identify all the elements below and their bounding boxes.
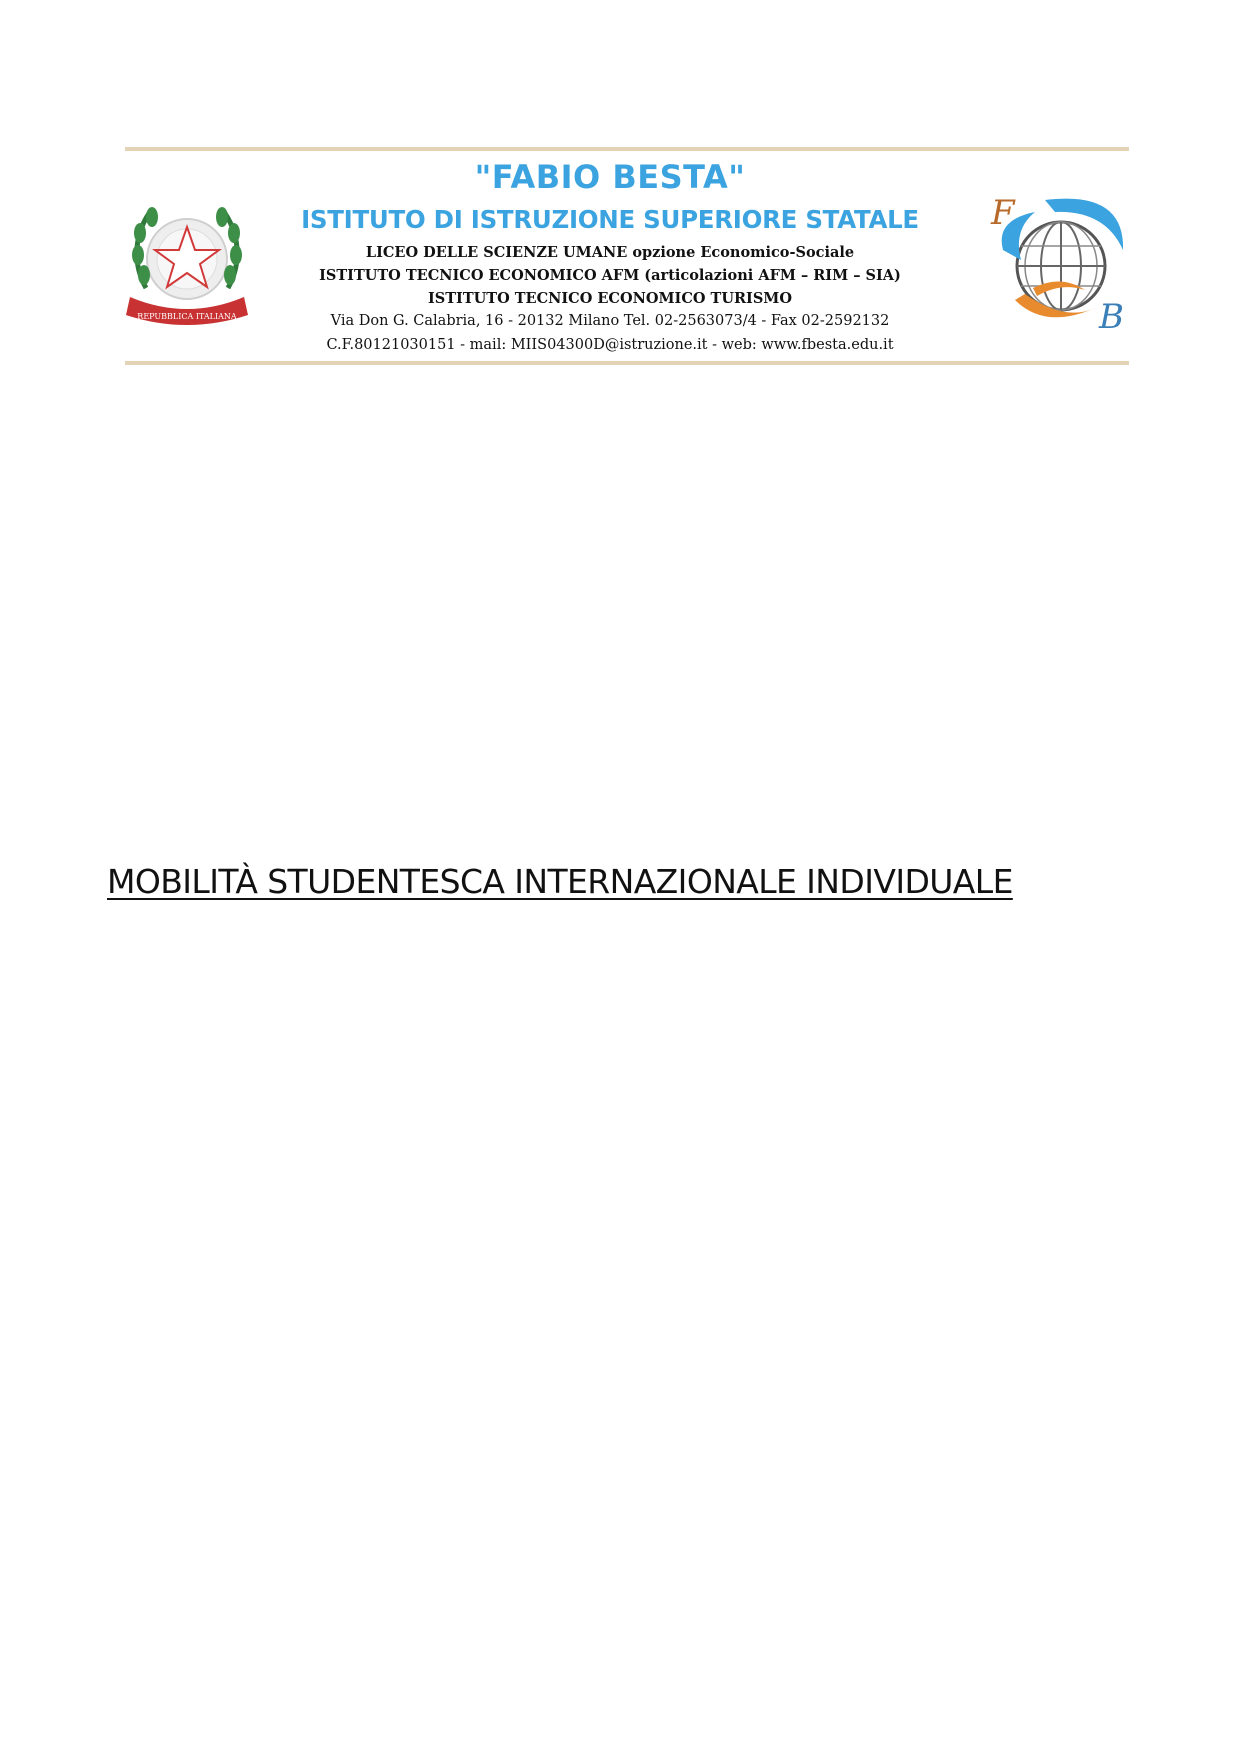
italian-republic-emblem <box>124 193 250 333</box>
institute-type: ISTITUTO DI ISTRUZIONE SUPERIORE STATALE <box>301 205 919 234</box>
header-contacts: C.F.80121030151 - mail: MIIS04300D@istruzione.it - web: www.fbesta.edu.it <box>326 337 894 353</box>
header-line-tecnico-afm: ISTITUTO TECNICO ECONOMICO AFM (articolazioni AFM – RIM – SIA) <box>319 267 901 284</box>
svg-text:B: B <box>1099 297 1124 336</box>
document-title: MOBILITÀ STUDENTESCA INTERNAZIONALE INDIVIDUALE <box>107 862 1013 901</box>
header-line-liceo: LICEO DELLE SCIENZE UMANE opzione Economico-Sociale <box>365 244 855 261</box>
header-bottom-rule <box>125 361 1129 365</box>
header-address: Via Don G. Calabria, 16 - 20132 Milano Tel. 02-2563073/4 - Fax 02-2592132 <box>330 313 890 329</box>
school-name: "FABIO BESTA" <box>474 158 746 196</box>
svg-text:F: F <box>991 193 1015 233</box>
header-top-rule <box>125 147 1129 151</box>
svg-text:REPUBBLICA ITALIANA: REPUBBLICA ITALIANA <box>137 312 237 321</box>
fb-globe-logo <box>985 190 1131 336</box>
header-line-tecnico-turismo: ISTITUTO TECNICO ECONOMICO TURISMO <box>428 290 792 307</box>
